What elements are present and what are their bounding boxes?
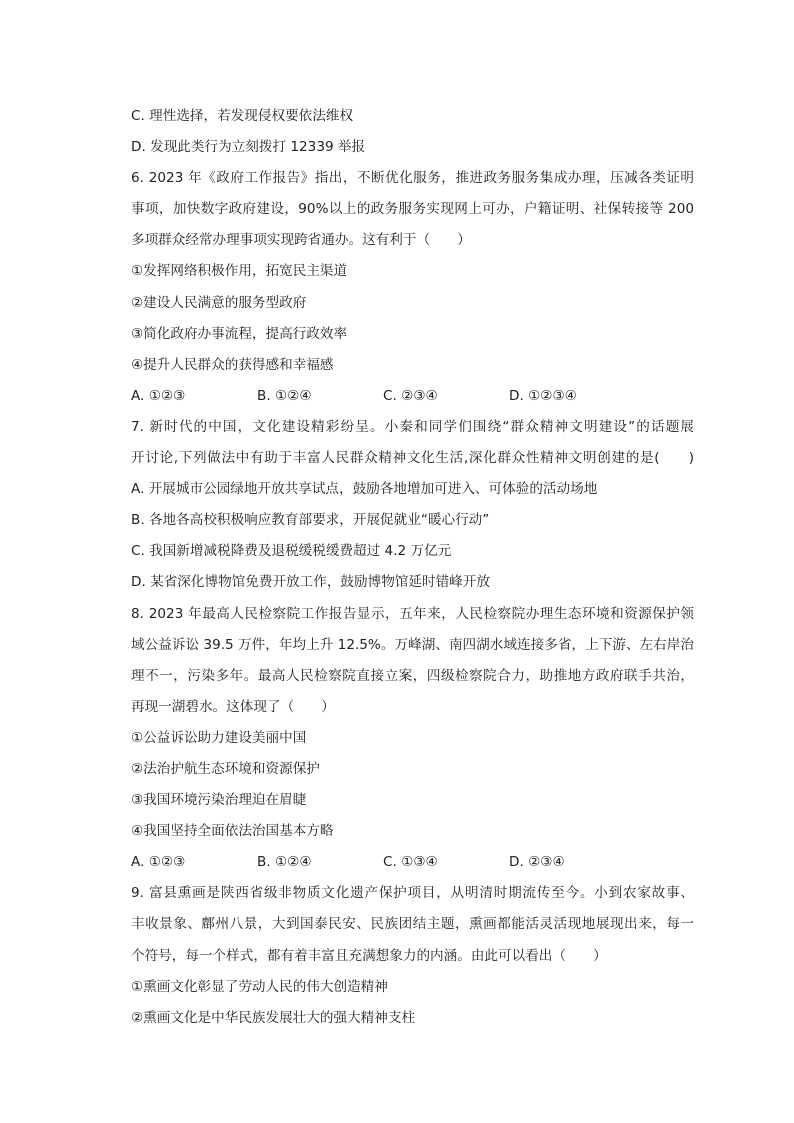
q9-statement-2: ②熏画文化是中华民族发展壮大的强大精神支柱 (131, 1009, 416, 1026)
q7-option-c: C. 我国新增减税降费及退税缓税缓费超过 4.2 万亿元 (131, 543, 452, 560)
q6-option-d: D. ①②③④ (509, 387, 577, 404)
q8-option-a: A. ①②③ (131, 854, 186, 871)
q8-stem-line-1: 8. 2023 年最高人民检察院工作报告显示，五年来，人民检察院办理生态环境和资源保护领 (131, 605, 694, 622)
q9-statement-1: ①熏画文化彰显了劳动人民的伟大创造精神 (131, 978, 388, 995)
q7-option-b: B. 各地各高校积极响应教育部要求，开展促就业“暖心行动” (131, 512, 490, 529)
q7-option-a: A. 开展城市公园绿地开放共享试点，鼓励各地增加可进入、可体验的活动场地 (131, 481, 598, 498)
q6-option-a: A. ①②③ (131, 387, 186, 404)
q8-answer-options (131, 847, 694, 878)
q6-statement-2: ②建设人民满意的服务型政府 (131, 294, 307, 311)
q7-stem-line-1: 7. 新时代的中国，文化建设精彩纷呈。小秦和同学们围绕“群众精神文明建设”的话题展 (131, 418, 694, 435)
q8-option-c: C. ①③④ (383, 854, 438, 871)
q6-statement-1: ①发挥网络积极作用，拓宽民主渠道 (131, 263, 348, 280)
q8-stem-line-4: 再现一湖碧水。这体现了（ ） (131, 698, 335, 715)
q6-option-b: B. ①②④ (257, 387, 312, 404)
q8-stem-line-2: 域公益诉讼 39.5 万件，年均上升 12.5%。万峰湖、南四湖水域连接多省，上下游、左右岸治 (131, 636, 694, 653)
q8-statement-2: ②法治护航生态环境和资源保护 (131, 760, 320, 777)
q6-option-c: C. ②③④ (383, 387, 438, 404)
q6-statement-3: ③简化政府办事流程，提高行政效率 (131, 325, 348, 342)
q5-option-c: C. 理性选择，若发现侵权要依法维权 (131, 108, 354, 124)
q5-option-d: D. 发现此类行为立刻拨打 12339 举报 (131, 139, 366, 156)
q8-stem-line-3: 理不一，污染多年。最高人民检察院直接立案，四级检察院合力，助推地方政府联手共治， (131, 667, 694, 684)
q9-stem-line-3: 个符号，每一个样式，都有着丰富且充满想象力的内涵。由此可以看出（ ） (131, 947, 607, 964)
q8-option-b: B. ①②④ (257, 854, 312, 871)
q6-statement-4: ④提升人民群众的获得感和幸福感 (131, 356, 334, 373)
q8-option-d: D. ②③④ (509, 854, 565, 871)
q6-stem-line-2: 事项，加快数字政府建设，90%以上的政务服务实现网上可办，户籍证明、社保转接等 200 (131, 201, 694, 218)
q9-stem-line-2: 丰收景象、鄜州八景，大到国泰民安、民族团结主题，熏画都能活灵活现地展现出来，每一 (131, 916, 694, 933)
q6-stem-line-3: 多项群众经常办理事项实现跨省通办。这有利于（ ） (131, 232, 471, 249)
q6-answer-options (131, 381, 694, 412)
q7-option-d: D. 某省深化博物馆免费开放工作，鼓励博物馆延时错峰开放 (131, 574, 490, 591)
q8-statement-4: ④我国坚持全面依法治国基本方略 (131, 823, 334, 840)
q7-stem-line-2: 开讨论,下列做法中有助于丰富人民群众精神文化生活,深化群众性精神文明创建的是( ) (131, 450, 694, 467)
q8-statement-1: ①公益诉讼助力建设美丽中国 (131, 729, 307, 746)
q9-stem-line-1: 9. 富县熏画是陕西省级非物质文化遗产保护项目，从明清时期流传至今。小到农家故事、 (131, 885, 694, 902)
q6-stem-line-1: 6. 2023 年《政府工作报告》指出，不断优化服务，推进政务服务集成办理，压减各类证明 (131, 170, 694, 187)
q8-statement-3: ③我国环境污染治理迫在眉睫 (131, 792, 307, 809)
